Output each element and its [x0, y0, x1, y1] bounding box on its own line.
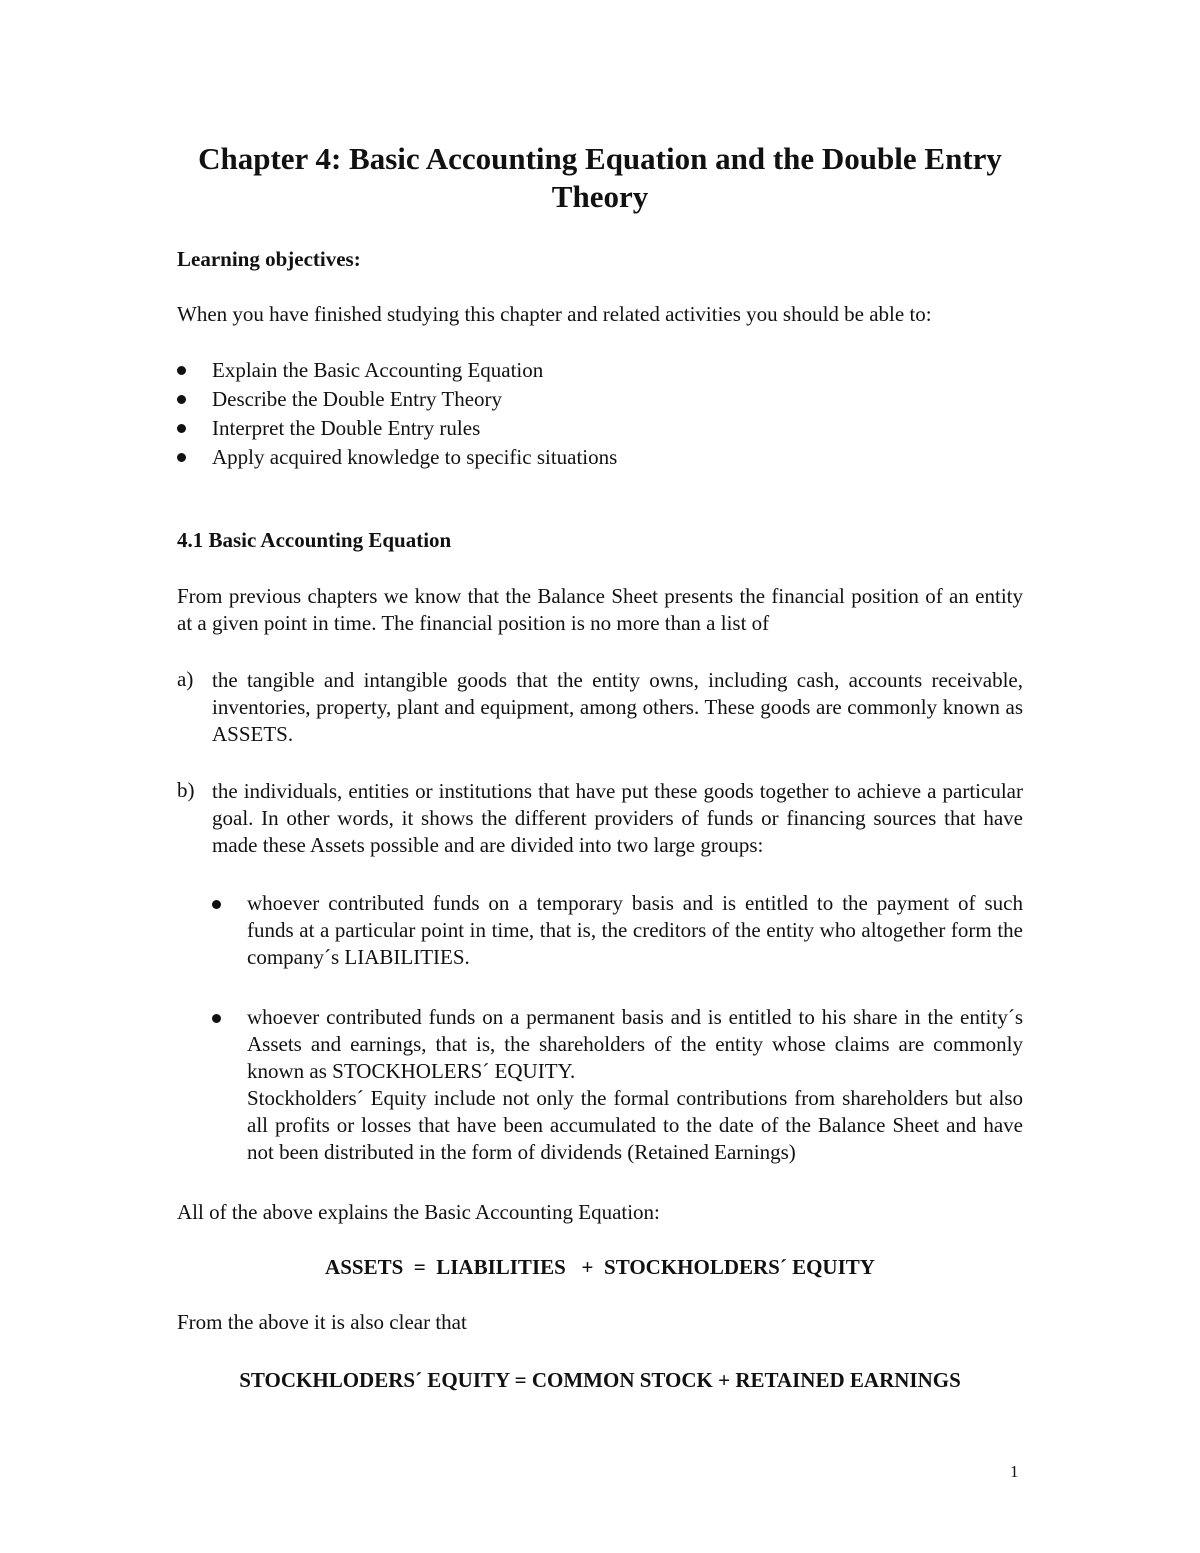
bullet-icon	[212, 900, 221, 909]
bullet-icon	[177, 424, 186, 433]
accounting-equation: ASSETS = LIABILITIES + STOCKHOLDERS´ EQUITY	[325, 1255, 875, 1279]
bullet-icon	[177, 395, 186, 404]
section-intro-paragraph: From previous chapters we know that the Balance Sheet presents the financial position of an entity at a given point in time. The financial position is no more than a list of	[177, 584, 1023, 635]
sub-bullet-text: whoever contributed funds on a permanent basis and is entitled to his share in the entity´s Assets and earnings, that is, the shareholders of the entity whose claims are commonly known as STOCKHOLERS´ EQUITY.	[247, 1005, 1023, 1083]
sub-bullet-text: whoever contributed funds on a temporary basis and is entitled to the payment of such funds at a particular point in time, that is, the creditors of the entity who altogether form the company´s LIABILITIES.	[247, 891, 1023, 969]
equation-2-intro: From the above it is also clear that	[177, 1310, 467, 1334]
section-heading: 4.1 Basic Accounting Equation	[177, 528, 452, 552]
item-b-marker: b)	[177, 778, 195, 802]
bullet-icon	[212, 1014, 221, 1023]
document-page: Chapter 4: Basic Accounting Equation and the Double Entry Theory Learning objectives: When you have finished studying this chapter and related activities you should be able to: Explain the Basic Accounting Equation Describe the Double Entry Theory Interpret the Double Entry rules Apply acquired knowledge to specific situations 4.1 Basic Accounting Equation From previous chapters we know that the Balance Sheet presents the financial position of an entity at a given point in time. The financial position is no more than a list of a) the tangible and intangible goods that the entity owns, including cash, accounts receivable, inventories, property, plant and equipment, among others. These goods are commonly known as ASSETS. b) the individuals, entities or institutions that have put these goods together to achieve a particular goal. In other words, it shows the different providers of funds or financing sources that have made these Assets possible and are divided into two large groups: whoever contributed funds on a temporary basis and is entitled to the payment of such funds at a particular point in time, that is, the creditors of the entity who altogether form the company´s LIABILITIES. whoever contributed funds on a permanent basis and is entitled to his share in the entity´s Assets and earnings, that is, the shareholders of the entity whose claims are commonly known as STOCKHOLERS´ EQUITY. Stockholders´ Equity include not only the formal contributions from shareholders but also all profits or losses that have been accumulated to the date of the Balance Sheet and have not been distributed in the form of dividends (Retained Earnings) All of the above explains the Basic Accounting Equation: ASSETS = LIABILITIES + STOCKHOLDERS´ EQUITY From the above it is also clear that STOCKHLODERS´ EQUITY = COMMON STOCK + RETAINED EARNINGS 1	[0, 0, 1200, 1553]
sub-bullet-continuation: Stockholders´ Equity include not only the formal contributions from shareholders but also all profits or losses that have been accumulated to the date of the Balance Sheet and have not been distributed in the form of dividends (Retained Earnings)	[247, 1086, 1023, 1164]
item-b-text: the individuals, entities or institutions that have put these goods together to achieve a particular goal. In other words, it shows the different providers of funds or financing sources that have made these Assets possible and are divided into two large groups:	[212, 779, 1023, 857]
intro-paragraph: When you have finished studying this chapter and related activities you should be able to:	[177, 302, 932, 326]
item-a-text: the tangible and intangible goods that the entity owns, including cash, accounts receivable, inventories, property, plant and equipment, among others. These goods are commonly known as ASSETS.	[212, 668, 1023, 746]
equation-intro: All of the above explains the Basic Accounting Equation:	[177, 1200, 660, 1224]
page-number: 1	[1010, 1462, 1019, 1481]
item-a-marker: a)	[177, 667, 194, 691]
bullet-icon	[177, 366, 186, 375]
page-title: Chapter 4: Basic Accounting Equation and the Double Entry Theory	[198, 141, 1002, 214]
learning-objectives-heading: Learning objectives:	[177, 247, 361, 271]
equity-equation: STOCKHLODERS´ EQUITY = COMMON STOCK + RETAINED EARNINGS	[239, 1368, 961, 1392]
bullet-icon	[177, 453, 186, 462]
